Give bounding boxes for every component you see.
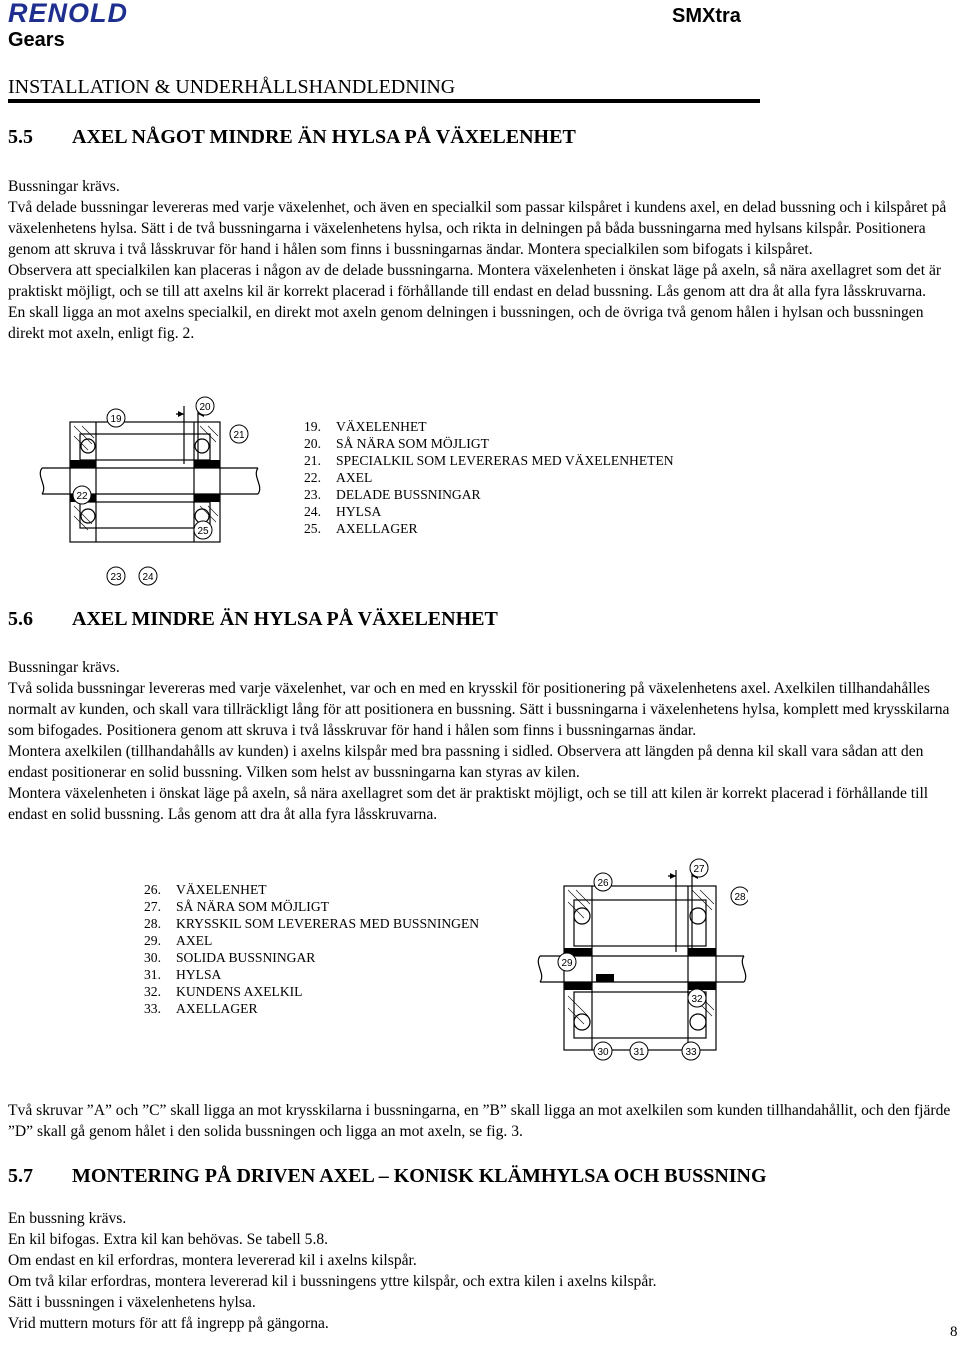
callout-28: 28 [734, 892, 746, 903]
section-body-5-7 [8, 1208, 956, 1334]
paragraph: En skall ligga an mot axelns specialkil, en direkt mot axeln genom delningen i bussningen, och de övriga två genom hålen i hylsan och bussningen direkt mot axeln, enligt fig. 2. [8, 304, 924, 342]
callout-21: 21 [233, 430, 245, 441]
callout-23: 23 [110, 572, 122, 583]
figure-2-drawing [36, 394, 266, 586]
callout-24: 24 [142, 572, 154, 583]
paragraph: En bussning krävs. [8, 1210, 127, 1227]
callout-33: 33 [685, 1047, 697, 1058]
legend-item: 21. SPECIALKIL SOM LEVERERAS MED VÄXELENHETEN [304, 453, 674, 468]
figure-3-drawing [536, 856, 748, 1068]
paragraph: Om endast en kil erfordras, montera levererad kil i axelns kilspår. [8, 1252, 417, 1269]
callout-19: 19 [110, 414, 122, 425]
section-heading-5-5 [8, 124, 576, 150]
section-number: 5.5 [8, 126, 33, 148]
callout-25: 25 [197, 526, 209, 537]
section-body-5-6 [8, 657, 956, 825]
callout-22: 22 [76, 491, 88, 502]
callout-29: 29 [561, 958, 573, 969]
callout-32: 32 [691, 994, 703, 1005]
figure-3-legend [144, 881, 479, 1017]
section-heading-5-6 [8, 606, 498, 632]
section-title: AXEL NÅGOT MINDRE ÄN HYLSA PÅ VÄXELENHET [72, 126, 576, 148]
section-title: MONTERING PÅ DRIVEN AXEL – KONISK KLÄMHYLSA OCH BUSSNING [72, 1165, 767, 1187]
legend-item: 28. KRYSSKIL SOM LEVERERAS MED BUSSNINGEN [144, 916, 480, 931]
section-title: AXEL MINDRE ÄN HYLSA PÅ VÄXELENHET [72, 608, 498, 630]
renold-logo: RENOLD [8, 0, 128, 28]
legend-item: 19. VÄXELENHET [304, 419, 427, 434]
callout-30: 30 [597, 1047, 609, 1058]
section-body-5-5 [8, 176, 956, 344]
logo-subtitle: Gears [8, 29, 65, 51]
callout-20: 20 [199, 402, 211, 413]
product-name: SMXtra [672, 5, 741, 27]
paragraph: En kil bifogas. Extra kil kan behövas. Se tabell 5.8. [8, 1231, 329, 1248]
paragraph: Två delade bussningar levereras med varje växelenhet, och även en specialkil som passar kilspåret i kundens axel, en delad bussning och i kilspåret på växelenhetens hylsa. Sätt i de två bussningarna i växelenhetens hylsa, och rikta in delningen på båda bussningarna med hylsans kilspår. Positionera genom att skruva i två låsskruvar för hand i hålen som finns i bussningarnas ändar. Montera specialkilen som bifogats i kilspåret. [8, 199, 947, 258]
legend-item: 29. AXEL [144, 933, 213, 948]
paragraph: Vrid muttern moturs för att få ingrepp på gängorna. [8, 1315, 329, 1332]
callout-26: 26 [597, 878, 609, 889]
section-heading-5-7 [8, 1163, 767, 1189]
legend-item: 27. SÅ NÄRA SOM MÖJLIGT [144, 899, 329, 914]
legend-item: 23. DELADE BUSSNINGAR [304, 487, 481, 502]
section-5-6-after-figure [8, 1100, 956, 1142]
legend-item: 26. VÄXELENHET [144, 882, 267, 897]
legend-item: 33. AXELLAGER [144, 1001, 258, 1016]
paragraph: Två skruvar ”A” och ”C” skall ligga an mot krysskilarna i bussningarna, en ”B” skall ligga an mot axelkilen som kunden tillhandahållit, och den fjärde ”D” skall gå genom hålet i den solida bussningen och ligga an mot axeln, se fig. 3. [8, 1102, 951, 1140]
legend-item: 25. AXELLAGER [304, 521, 418, 536]
legend-item: 20. SÅ NÄRA SOM MÖJLIGT [304, 436, 489, 451]
legend-item: 32. KUNDENS AXELKIL [144, 984, 303, 999]
legend-item: 24. HYLSA [304, 504, 382, 519]
legend-item: 22. AXEL [304, 470, 373, 485]
page-number: 8 [950, 1324, 958, 1340]
paragraph: Bussningar krävs. [8, 659, 120, 676]
section-number: 5.6 [8, 608, 33, 630]
paragraph: Bussningar krävs. [8, 178, 120, 195]
paragraph: Montera axelkilen (tillhandahålls av kunden) i axelns kilspår med bra passning i sidled. Observera att längden på denna kil skall vara sådan att den endast positionerar en solid bussning. Vilken som helst av bussningarna kan styras av kilen. [8, 743, 924, 781]
paragraph: Observera att specialkilen kan placeras i någon av de delade bussningarna. Montera växelenheten i önskat läge på axeln, så nära axellagret som det är praktiskt möjligt, och se till att axelns kil är korrekt placerad i förhållande till endast en delad bussning. Lås genom att dra åt alla fyra låsskruvarna. [8, 262, 942, 300]
section-number: 5.7 [8, 1165, 33, 1187]
paragraph: Montera växelenheten i önskat läge på axeln, så nära axellagret som det är praktiskt möjligt, och se till att kilen är korrekt placerad i förhållande till endast en solid bussning. Lås genom att dra åt alla fyra låsskruvarna. [8, 785, 929, 823]
paragraph: Två solida bussningar levereras med varje växelenhet, var och en med en krysskil för positionering på växelenhetens axel. Axelkilen tillhandahålles normalt av kunden, och skall vara tillräckligt lång för att positionera en bussning. Sätt i bussningarna i växelenhetens hylsa, komplett med krysskilarna som bifogades. Positionera genom att skruva i två låsskruvar för hand i hålen som finns i bussningarnas ändar. [8, 680, 950, 739]
figure-2-legend [304, 418, 674, 537]
legend-item: 31. HYLSA [144, 967, 222, 982]
callout-31: 31 [633, 1047, 645, 1058]
callout-27: 27 [693, 864, 705, 875]
legend-item: 30. SOLIDA BUSSNINGAR [144, 950, 316, 965]
document-title: INSTALLATION & UNDERHÅLLSHANDLEDNING [8, 76, 456, 98]
header-rule [8, 99, 760, 103]
paragraph: Sätt i bussningen i växelenhetens hylsa. [8, 1294, 256, 1311]
paragraph: Om två kilar erfordras, montera levererad kil i bussningens yttre kilspår, och extra kilen i axelns kilspår. [8, 1273, 657, 1290]
